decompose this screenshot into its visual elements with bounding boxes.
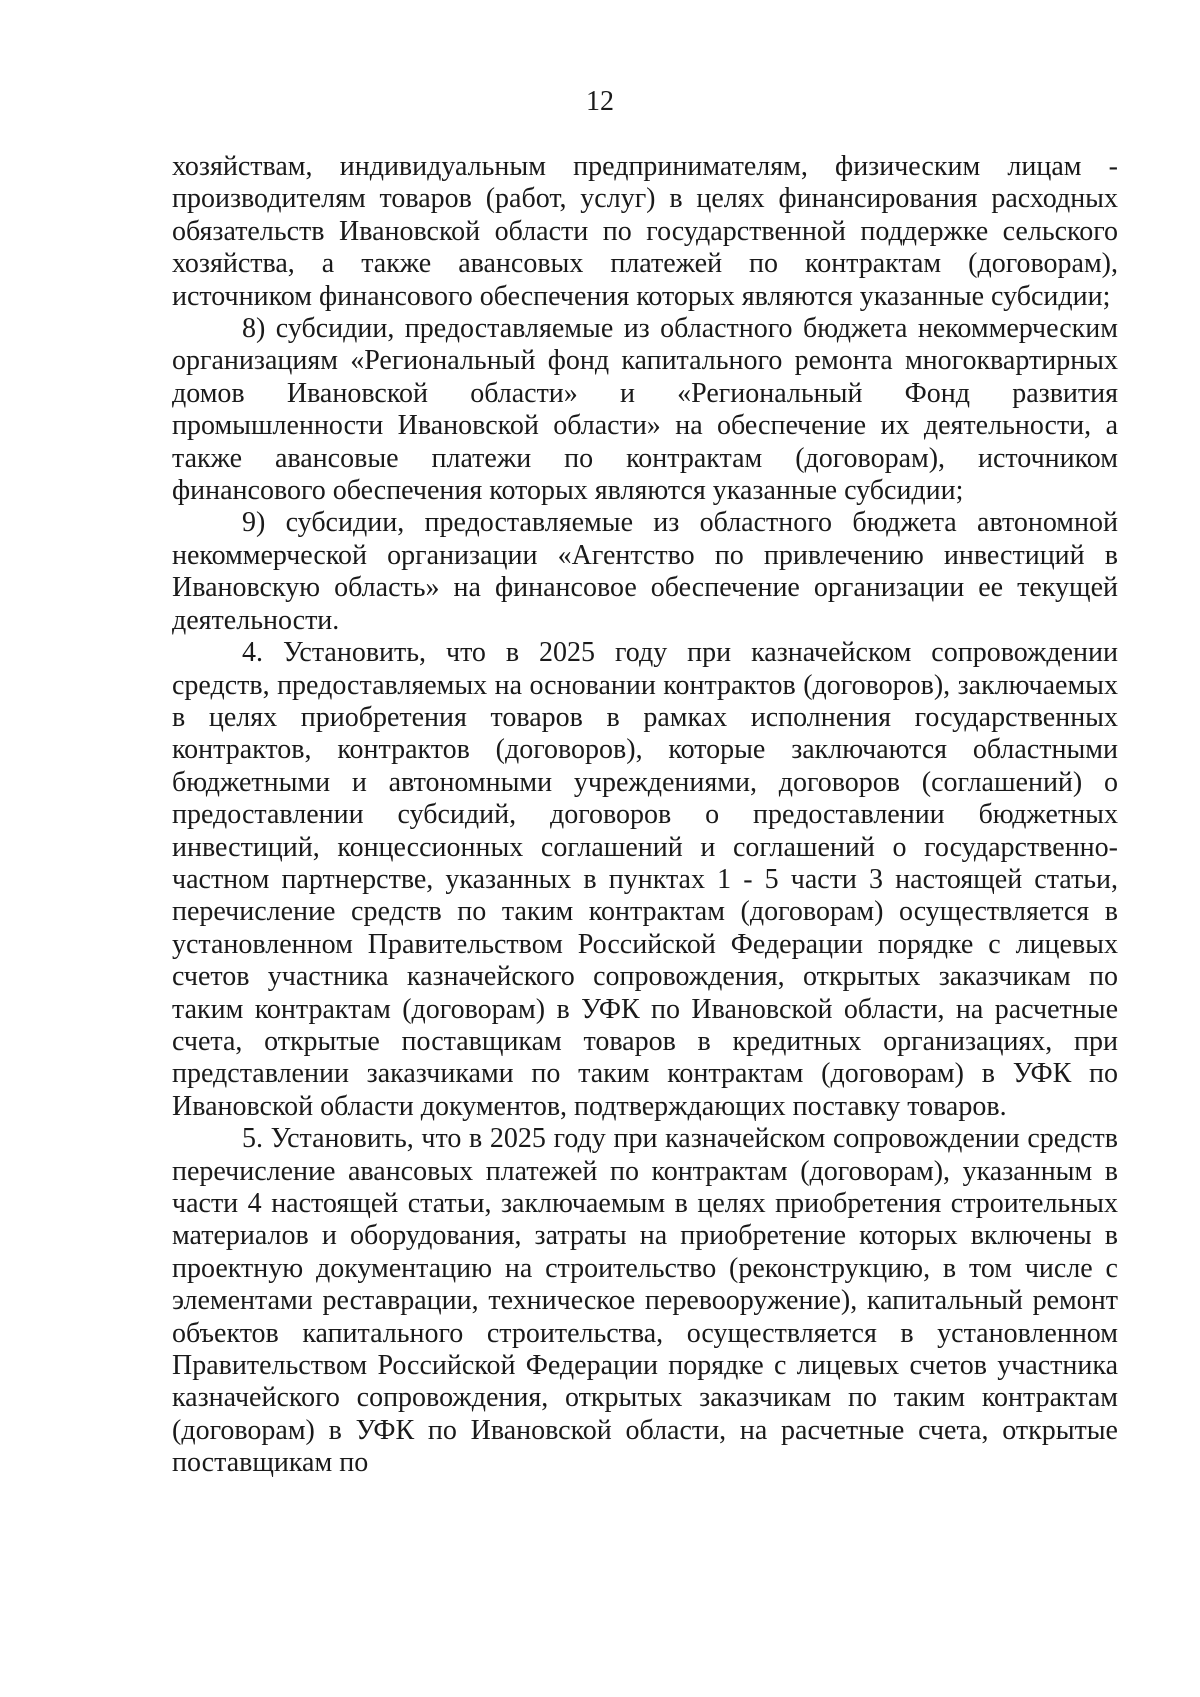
paragraph-item-8: 8) субсидии, предоставляемые из областного бюджета некоммерческим организациям «Региональный фонд капитального ремонта многоквартирных домов Ивановской области» и «Региональный Фонд развития промышленности Ивановской области» на обеспечение их деятельности, а также авансовые платежи по контрактам (договорам), источником финансового обеспечения которых являются указанные субсидии; bbox=[172, 313, 1118, 507]
document-body bbox=[172, 151, 1118, 1480]
paragraph-item-9: 9) субсидии, предоставляемые из областного бюджета автономной некоммерческой организации «Агентство по привлечению инвестиций в Ивановскую область» на финансовое обеспечение организации ее текущей деятельности. bbox=[172, 507, 1118, 636]
page-number: 12 bbox=[586, 86, 614, 117]
paragraph-part-5: 5. Установить, что в 2025 году при казначейском сопровождении средств перечисление авансовых платежей по контрактам (договорам), указанным в части 4 настоящей статьи, заключаемым в целях приобретения строительных материалов и оборудования, затраты на приобретение которых включены в проектную документацию на строительство (реконструкцию, в том числе с элементами реставрации, техническое перевооружение), капитальный ремонт объектов капитального строительства, осуществляется в установленном Правительством Российской Федерации порядке с лицевых счетов участника казначейского сопровождения, открытых заказчикам по таким контрактам (договорам) в УФК по Ивановской области, на расчетные счета, открытые поставщикам по bbox=[172, 1123, 1118, 1479]
paragraph-part-4: 4. Установить, что в 2025 году при казначейском сопровождении средств, предоставляемых на основании контрактов (договоров), заключаемых в целях приобретения товаров в рамках исполнения государственных контрактов, контрактов (договоров), которые заключаются областными бюджетными и автономными учреждениями, договоров (соглашений) о предоставлении субсидий, договоров о предоставлении бюджетных инвестиций, концессионных соглашений и соглашений о государственно-частном партнерстве, указанных в пунктах 1 - 5 части 3 настоящей статьи, перечисление средств по таким контрактам (договорам) осуществляется в установленном Правительством Российской Федерации порядке с лицевых счетов участника казначейского сопровождения, открытых заказчикам по таким контрактам (договорам) в УФК по Ивановской области, на расчетные счета, открытые поставщикам товаров в кредитных организациях, при представлении заказчиками по таким контрактам (договорам) в УФК по Ивановской области документов, подтверждающих поставку товаров. bbox=[172, 637, 1118, 1122]
paragraph-continuation: хозяйствам, индивидуальным предпринимателям, физическим лицам - производителям товаров (работ, услуг) в целях финансирования расходных обязательств Ивановской области по государственной поддержке сельского хозяйства, а также авансовых платежей по контрактам (договорам), источником финансового обеспечения которых являются указанные субсидии; bbox=[172, 151, 1118, 312]
